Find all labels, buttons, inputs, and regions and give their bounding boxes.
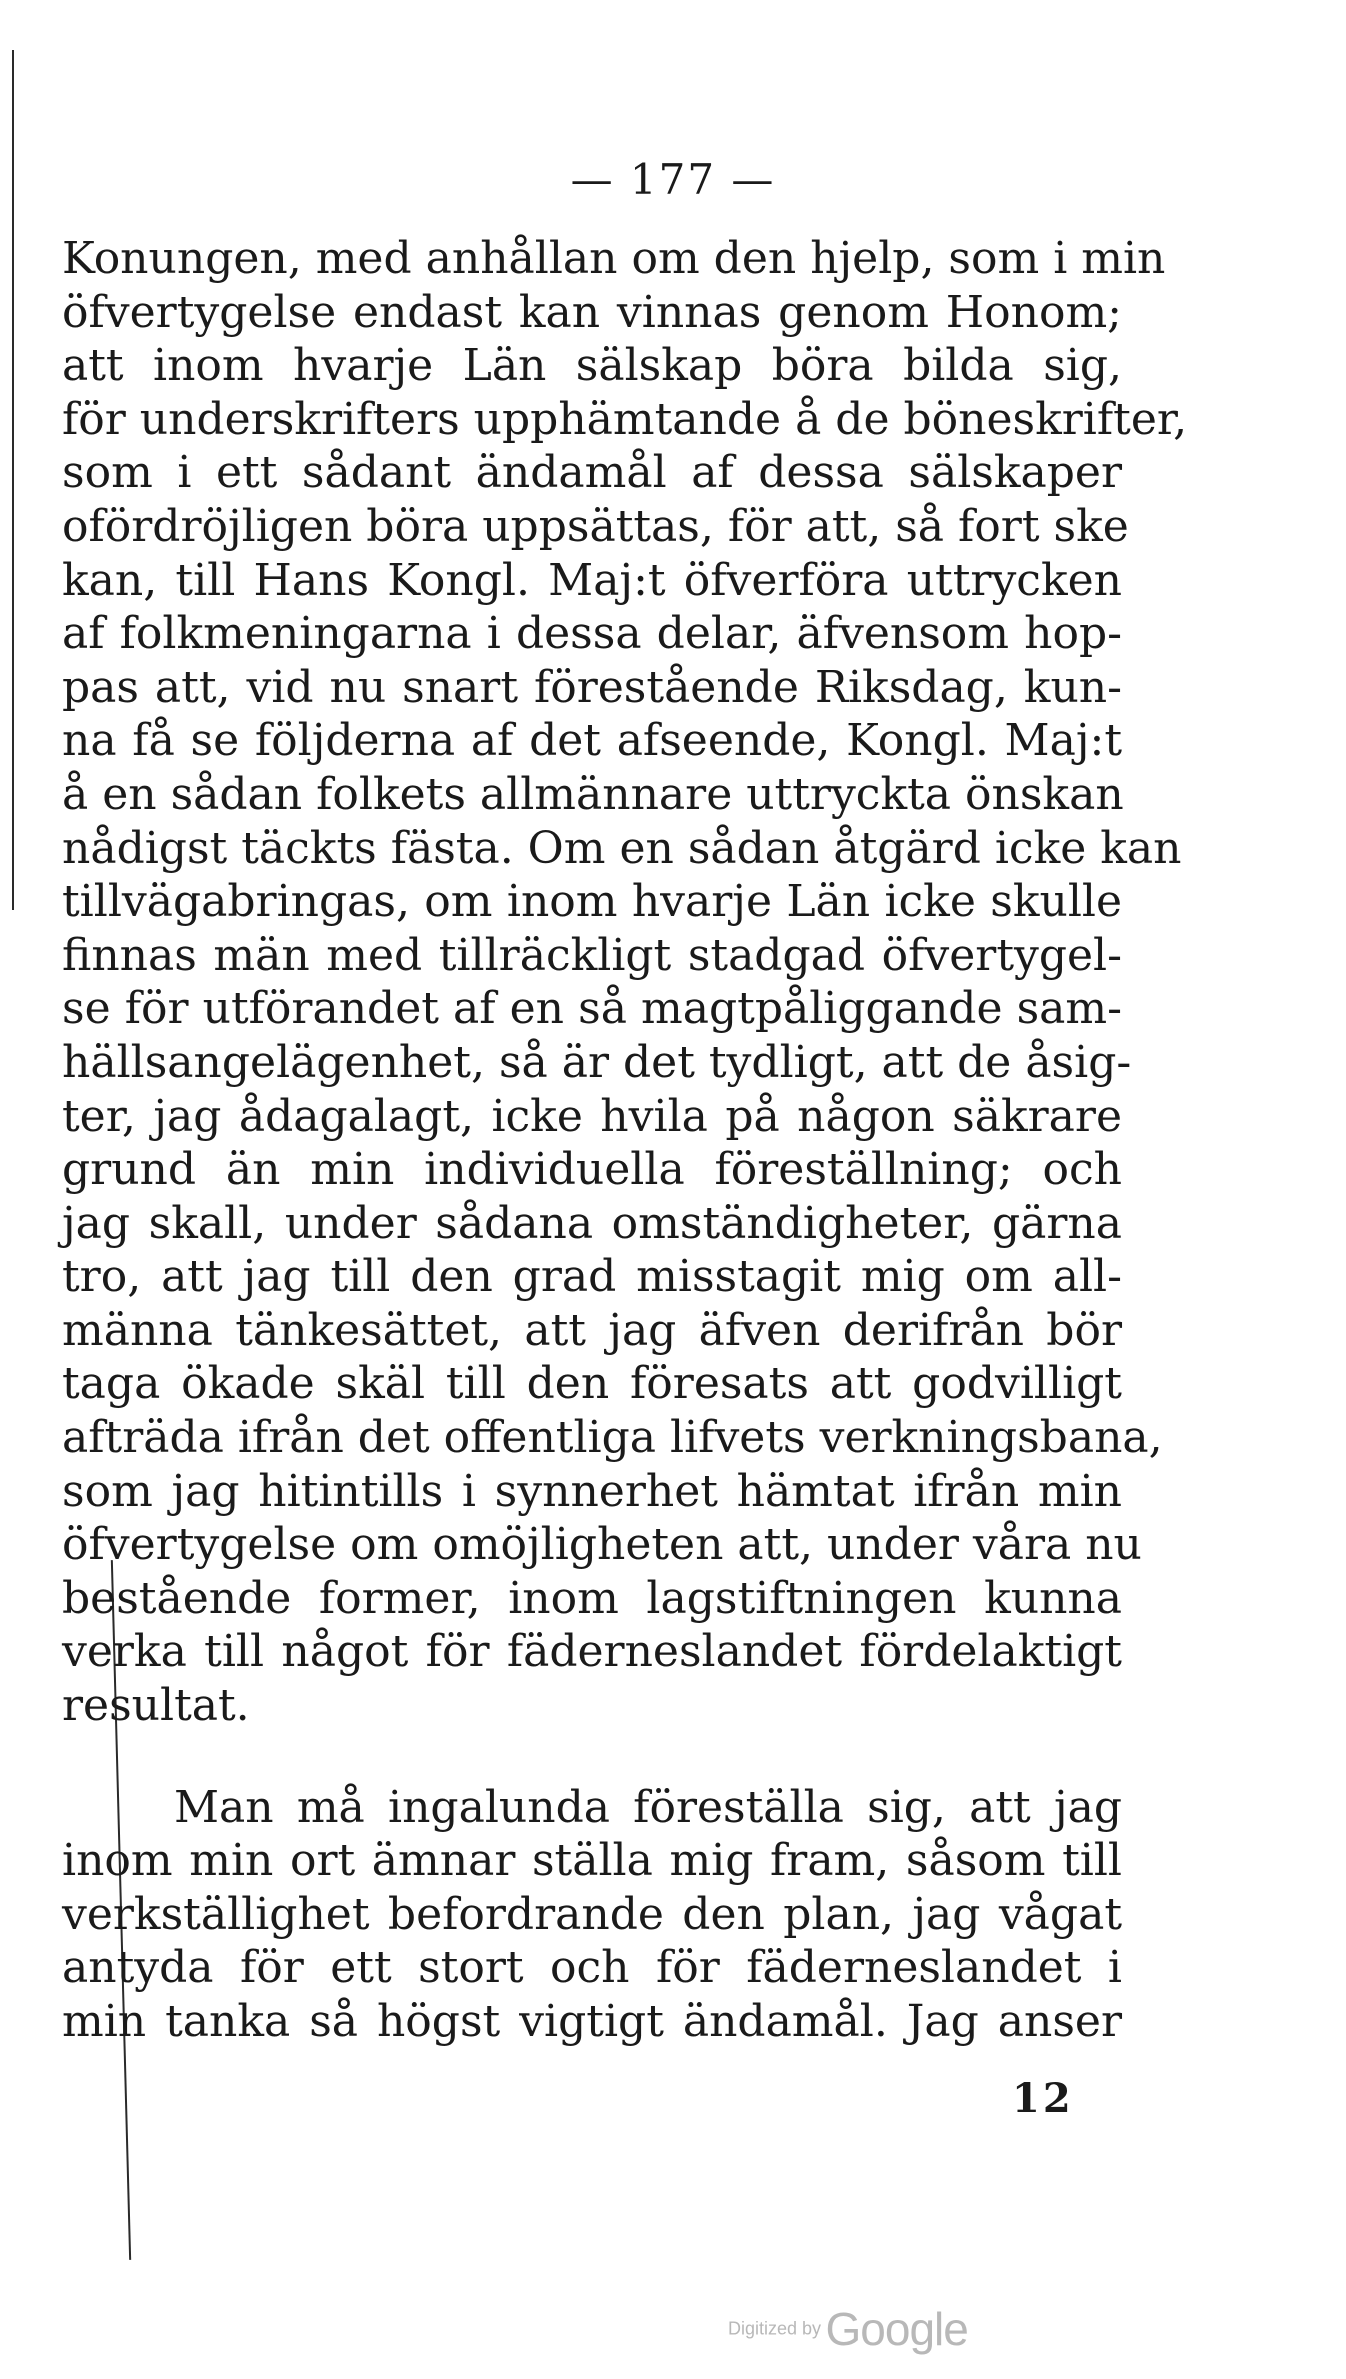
text-line: jag skall, under sådana omständigheter, gärna	[62, 1197, 1122, 1249]
text-line: som i ett sådant ändamål af dessa sälskaper	[62, 447, 1122, 499]
text-line: antyda för ett stort och för fäderneslandet i	[62, 1942, 1122, 1994]
text-line: pas att, vid nu snart förestående Riksdag, kun-	[62, 661, 1122, 713]
text-line: se för utförandet af en så magtpåliggande sam-	[62, 983, 1122, 1035]
text-line: min tanka så högst vigtigt ändamål. Jag anser	[62, 1996, 1122, 2047]
text-line: som jag hitintills i synnerhet hämtat ifrån min	[62, 1465, 1122, 1517]
text-line: verka till något för fäderneslandet fördelaktigt	[62, 1626, 1122, 1678]
text-line: bestående former, inom lagstiftningen kunna	[62, 1572, 1122, 1624]
watermark-prefix: Digitized by	[728, 2318, 822, 2339]
text-line: Man må ingalunda föreställa sig, att jag	[174, 1781, 1122, 1833]
digitized-watermark	[728, 2302, 968, 2356]
watermark-brand: Google	[825, 2303, 968, 2355]
text-line: verkställighet befordrande den plan, jag vågat	[62, 1888, 1122, 1940]
text-line: kan, till Hans Kongl. Maj:t öfverföra uttrycken	[62, 554, 1122, 606]
text-line: öfvertygelse om omöjligheten att, under våra nu	[62, 1519, 1142, 1571]
text-line: af folkmeningarna i dessa delar, äfvensom hop-	[62, 608, 1122, 660]
text-line: resultat.	[62, 1680, 250, 1732]
text-line: å en sådan folkets allmännare uttryckta önskan	[62, 768, 1124, 820]
text-line: att inom hvarje Län sälskap böra bilda sig,	[62, 340, 1122, 392]
text-line: taga ökade skäl till den föresats att godvilligt	[62, 1358, 1122, 1410]
signature-mark: 12	[1012, 2075, 1074, 2122]
text-line: Konungen, med anhållan om den hjelp, som i min	[62, 233, 1166, 284]
text-line: na få se följderna af det afseende, Kongl. Maj:t	[62, 715, 1122, 767]
text-line: finnas män med tillräckligt stadgad öfvertygel-	[62, 929, 1122, 981]
text-line: för underskrifters upphämtande å de böneskrifter,	[62, 393, 1188, 445]
text-line: ter, jag ådagalagt, icke hvila på någon säkrare	[62, 1090, 1122, 1142]
paragraph-1	[62, 232, 1188, 1733]
text-line: männa tänkesättet, att jag äfven derifrån bör	[62, 1304, 1122, 1356]
text-line: tillvägabringas, om inom hvarje Län icke skulle	[62, 876, 1122, 928]
text-line: ofördröjligen böra uppsättas, för att, så fort ske	[62, 500, 1129, 552]
text-line: afträda ifrån det offentliga lifvets verkningsbana,	[62, 1412, 1163, 1464]
text-line: hällsangelägenhet, så är det tydligt, att de åsig-	[62, 1036, 1132, 1088]
text-line: grund än min individuella föreställning; och	[62, 1144, 1122, 1196]
paragraph-2	[62, 1781, 1122, 2049]
text-line: nådigst täckts fästa. Om en sådan åtgärd icke kan	[62, 822, 1182, 874]
text-line: inom min ort ämnar ställa mig fram, såsom till	[62, 1835, 1122, 1887]
paragraph-gap	[62, 1733, 1122, 1781]
text-line: tro, att jag till den grad misstagit mig om all-	[62, 1251, 1122, 1303]
page-number-header: — 177 —	[570, 155, 776, 204]
body-text	[62, 232, 1188, 2049]
text-line: öfvertygelse endast kan vinnas genom Honom;	[62, 286, 1122, 338]
